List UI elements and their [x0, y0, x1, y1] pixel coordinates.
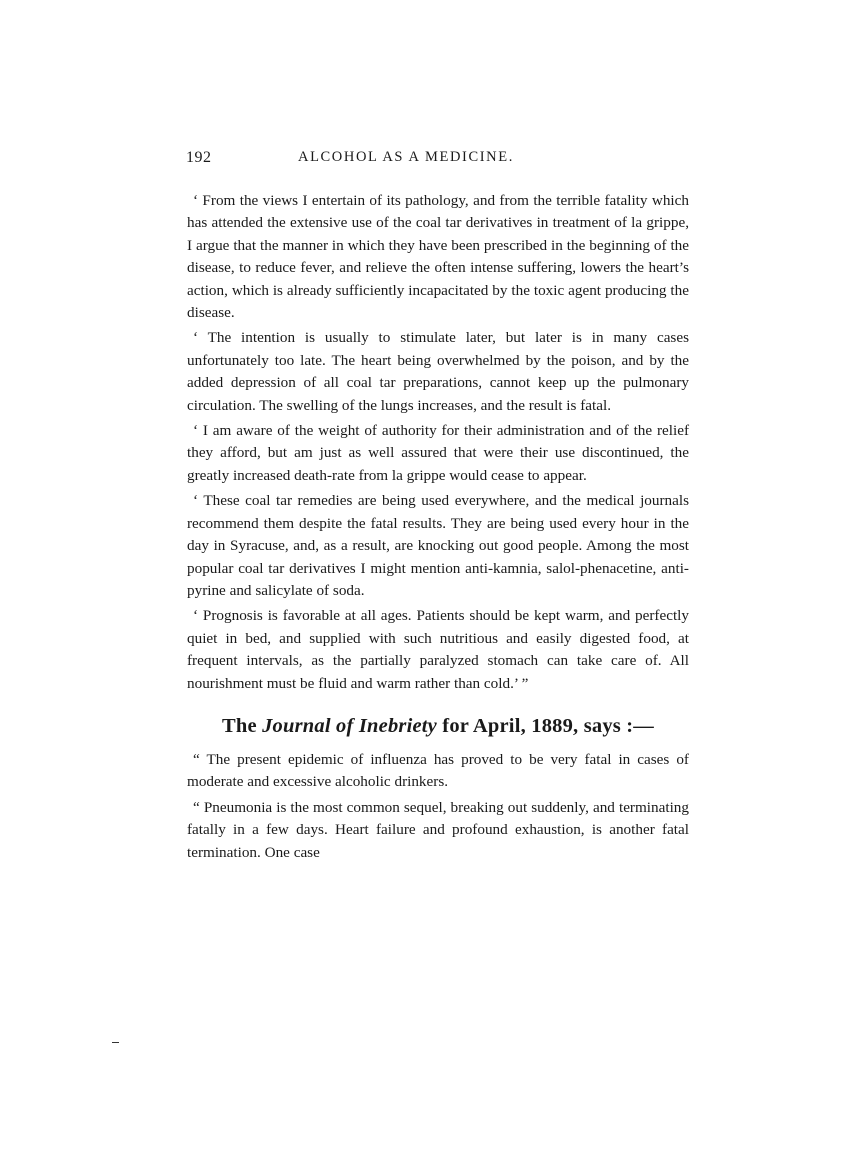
journal-quote-paragraph: “ Pneumonia is the most common sequel, breaking out suddenly, and terminating fatally in a few days. Heart failure and profound exhaustion, is another fatal termination. One case — [187, 798, 689, 861]
body-text — [187, 190, 689, 864]
heading-suffix: for April, 1889, says :— — [442, 714, 654, 737]
page-number: 192 — [186, 149, 212, 166]
journal-title: Journal of Inebriety — [262, 714, 437, 737]
running-title: ALCOHOL AS A MEDICINE. — [298, 149, 514, 165]
quoted-paragraph: ‘ These coal tar remedies are being used everywhere, and the medical journals recommend them despite the fatal results. They are being used every hour in the day in Syracuse, and, as a result, are knocking out good people. Among the most popular coal tar derivatives I might mention anti-kamnia, salol-phenacetine, anti-pyrine and salicylate of soda. — [187, 492, 689, 599]
section-heading — [187, 711, 689, 741]
heading-prefix: The — [222, 714, 257, 737]
journal-quote-paragraph: “ The present epidemic of influenza has proved to be very fatal in cases of moderate and excessive alcoholic drinkers. — [187, 750, 689, 791]
margin-mark — [112, 1042, 119, 1043]
quoted-paragraph: ‘ Prognosis is favorable at all ages. Patients should be kept warm, and perfectly quiet in bed, and supplied with such nutritious and easily digested food, at frequent intervals, as the partially paralyzed stomach can take care of. All nourishment must be fluid and warm rather than cold.’ ” — [187, 607, 689, 692]
quoted-paragraph: ‘ The intention is usually to stimulate later, but later is in many cases unfortunately too late. The heart being overwhelmed by the poison, and by the added depression of all coal tar preparations, cannot keep up the pulmonary circulation. The swelling of the lungs increases, and the result is fatal. — [187, 329, 689, 414]
running-head — [186, 149, 691, 171]
quoted-paragraph: ‘ I am aware of the weight of authority for their administration and of the relief they afford, but am just as well assured that were their use discontinued, the greatly increased death-rate from la grippe would cease to appear. — [187, 422, 689, 484]
section-spacer — [187, 695, 689, 711]
quoted-paragraph: ‘ From the views I entertain of its pathology, and from the terrible fatality which has attended the extensive use of the coal tar derivatives in treatment of la grippe, I argue that the manner in which they have been prescribed in the beginning of the disease, to reduce fever, and relieve the often intense suffering, lowers the heart’s action, which is already sufficiently incapacitated by the toxic agent producing the disease. — [187, 192, 689, 322]
